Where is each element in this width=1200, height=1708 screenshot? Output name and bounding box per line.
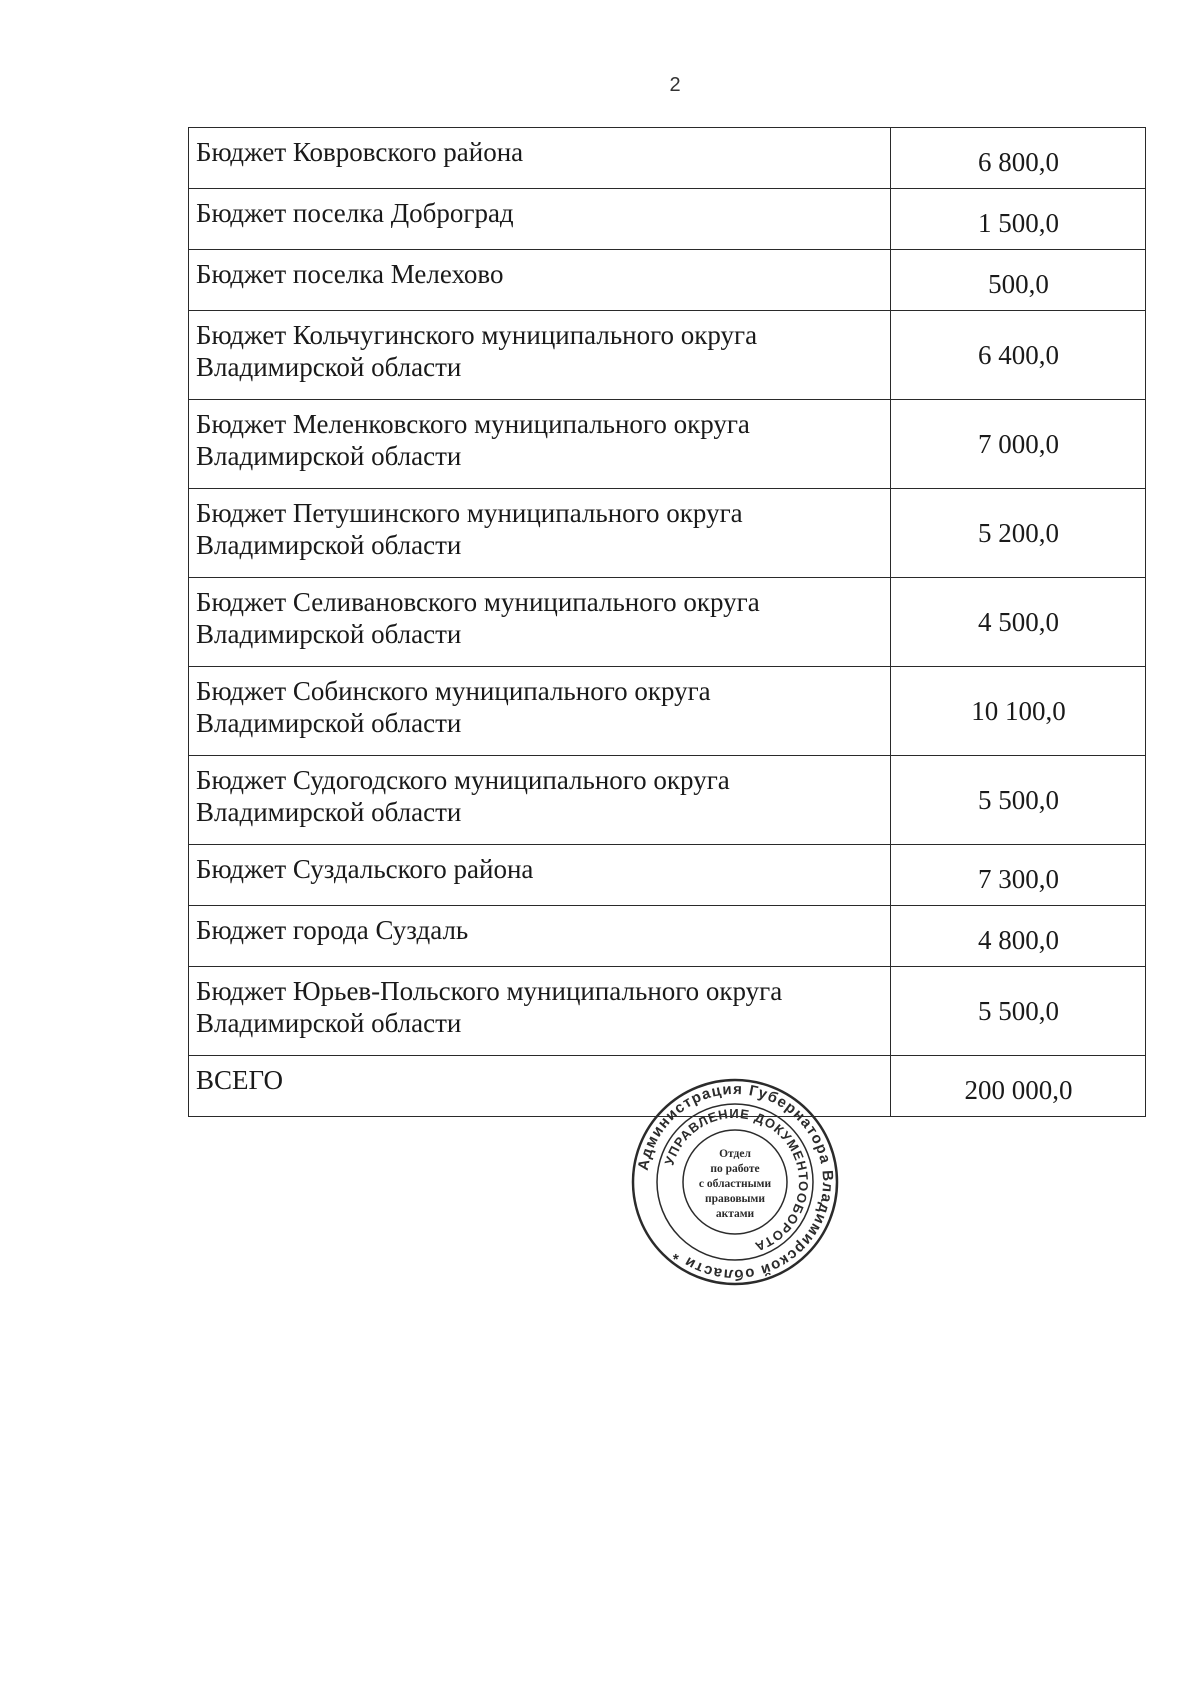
amount-cell: 500,0 bbox=[891, 250, 1146, 311]
budget-name-cell bbox=[189, 128, 891, 189]
table-body bbox=[189, 128, 1146, 1117]
budget-allocation-table bbox=[188, 127, 1146, 1117]
official-stamp bbox=[630, 1077, 840, 1287]
table-row bbox=[189, 967, 1146, 1056]
budget-name-line: Бюджет Судогодского муниципального округа bbox=[196, 765, 730, 795]
budget-name-line: Бюджет Петушинского муниципального округа bbox=[196, 498, 743, 528]
table-row bbox=[189, 756, 1146, 845]
budget-name-cell bbox=[189, 906, 891, 967]
table-row bbox=[189, 578, 1146, 667]
stamp-center-line: по работе bbox=[710, 1163, 760, 1175]
stamp-center-line: актами bbox=[715, 1208, 755, 1220]
budget-name-line: Бюджет Суздальского района bbox=[196, 854, 534, 884]
budget-name-line: Бюджет Юрьев-Польского муниципального округа bbox=[196, 976, 783, 1006]
stamp-center-line: правовыми bbox=[704, 1193, 766, 1205]
table-row bbox=[189, 845, 1146, 906]
budget-name-line: Бюджет города Суздаль bbox=[196, 915, 469, 945]
budget-name-line: Бюджет Собинского муниципального округа bbox=[196, 676, 711, 706]
amount-cell: 6 800,0 bbox=[891, 128, 1146, 189]
amount-cell: 1 500,0 bbox=[891, 189, 1146, 250]
budget-region-line: Владимирской области bbox=[196, 530, 462, 560]
stamp-center-line: Отдел bbox=[719, 1148, 751, 1160]
budget-name-cell bbox=[189, 400, 891, 489]
budget-name-line: Бюджет Меленковского муниципального округа bbox=[196, 409, 750, 439]
table-row bbox=[189, 250, 1146, 311]
budget-name-cell bbox=[189, 756, 891, 845]
budget-name-cell bbox=[189, 489, 891, 578]
total-amount-cell: 200 000,0 bbox=[891, 1056, 1146, 1117]
amount-cell: 5 200,0 bbox=[891, 489, 1146, 578]
budget-name-cell bbox=[189, 667, 891, 756]
table-row bbox=[189, 189, 1146, 250]
table-row bbox=[189, 400, 1146, 489]
amount-cell: 4 500,0 bbox=[891, 578, 1146, 667]
budget-region-line: Владимирской области bbox=[196, 352, 462, 382]
budget-name-line: Бюджет поселка Мелехово bbox=[196, 259, 504, 289]
table-row bbox=[189, 128, 1146, 189]
budget-name-cell bbox=[189, 250, 891, 311]
budget-region-line: Владимирской области bbox=[196, 708, 462, 738]
amount-cell: 4 800,0 bbox=[891, 906, 1146, 967]
budget-name-cell bbox=[189, 578, 891, 667]
page-number: 2 bbox=[669, 74, 681, 96]
budget-name-line: Бюджет Кольчугинского муниципального округа bbox=[196, 320, 758, 350]
budget-name-line: Бюджет поселка Доброград bbox=[196, 198, 514, 228]
amount-cell: 7 000,0 bbox=[891, 400, 1146, 489]
budget-name-cell bbox=[189, 967, 891, 1056]
total-label-cell: ВСЕГО bbox=[189, 1056, 891, 1117]
budget-name-cell bbox=[189, 189, 891, 250]
budget-name-line: Бюджет Ковровского района bbox=[196, 137, 524, 167]
amount-cell: 5 500,0 bbox=[891, 967, 1146, 1056]
amount-cell: 5 500,0 bbox=[891, 756, 1146, 845]
stamp-outer-text-path: Администрация Губернатора Владимирской области * bbox=[634, 1080, 837, 1284]
table-row bbox=[189, 667, 1146, 756]
budget-region-line: Владимирской области bbox=[196, 441, 462, 471]
stamp-inner-text-path: УПРАВЛЕНИЕ ДОКУМЕНТООБОРОТА bbox=[661, 1105, 812, 1255]
budget-region-line: Владимирской области bbox=[196, 619, 462, 649]
amount-cell: 7 300,0 bbox=[891, 845, 1146, 906]
budget-region-line: Владимирской области bbox=[196, 1008, 462, 1038]
stamp-center-line: с областными bbox=[698, 1178, 772, 1190]
budget-region-line: Владимирской области bbox=[196, 797, 462, 827]
table-row bbox=[189, 489, 1146, 578]
amount-cell: 10 100,0 bbox=[891, 667, 1146, 756]
budget-name-line: Бюджет Селивановского муниципального округа bbox=[196, 587, 760, 617]
table-row bbox=[189, 311, 1146, 400]
budget-name-cell bbox=[189, 311, 891, 400]
table-row bbox=[189, 906, 1146, 967]
budget-name-cell bbox=[189, 845, 891, 906]
amount-cell: 6 400,0 bbox=[891, 311, 1146, 400]
